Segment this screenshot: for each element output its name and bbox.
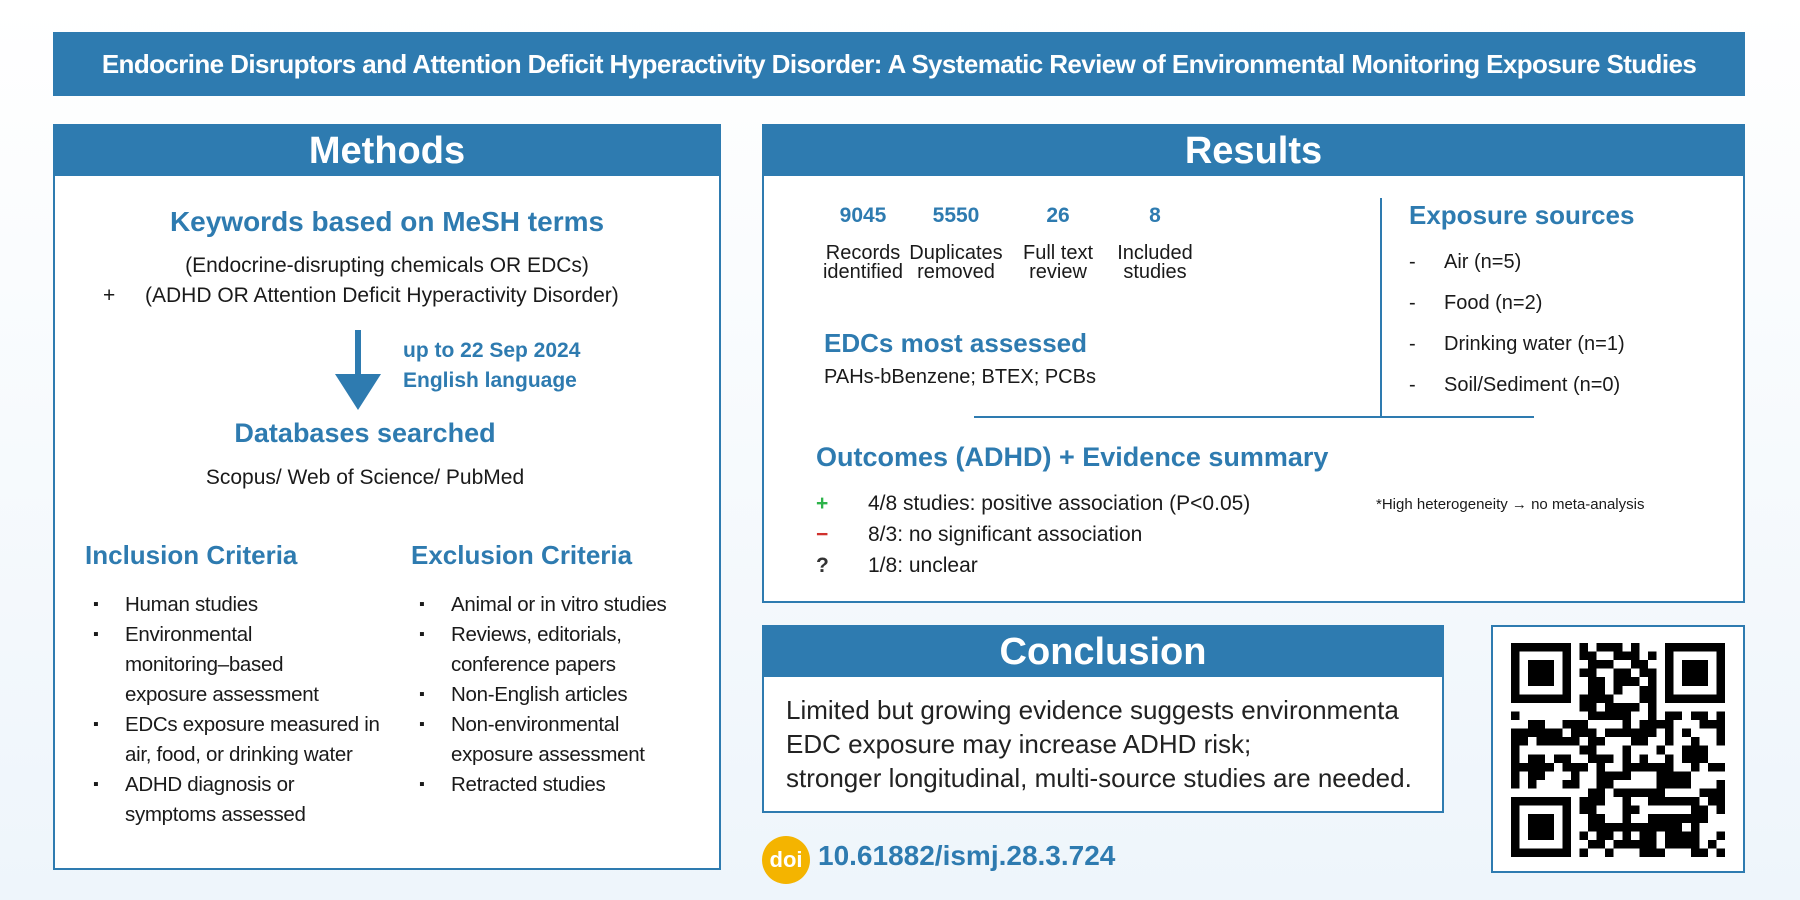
stat-label-line: Records — [825, 242, 901, 264]
exposure-item — [1409, 324, 1625, 365]
databases-title: Databases searched — [234, 418, 496, 448]
stat-records-value: 9045 — [839, 204, 887, 227]
exclusion-item-cont: conference papers — [451, 653, 616, 676]
stat-label-line: review — [1029, 261, 1087, 283]
plus-icon: + — [816, 492, 829, 515]
minus-icon: − — [816, 523, 829, 546]
search-date: up to 22 Sep 2024 — [403, 339, 581, 362]
exclusion-item-cont: exposure assessment — [451, 743, 645, 766]
heterogeneity-note: *High heterogeneity → no meta-analysis — [1376, 496, 1645, 513]
exposure-item — [1409, 283, 1625, 324]
outcome-row-unclear — [816, 554, 978, 578]
conclusion-line: Limited but growing evidence suggests environmenta — [786, 695, 1399, 725]
poster-title: Endocrine Disruptors and Attention Deficit Hyperactivity Disorder: A Systematic Review of Environmental Monitoring Exposure Studies — [53, 32, 1745, 96]
stat-included-label — [1105, 244, 1205, 282]
stat-fulltext-value: 26 — [1046, 204, 1070, 227]
exposure-item — [1409, 242, 1625, 283]
outcome-text: 4/8 studies: positive association (P<0.05) — [868, 492, 1251, 515]
results-heading: Results — [764, 126, 1743, 176]
edc-title: EDCs most assessed — [824, 328, 1088, 358]
stat-label-line: Duplicates — [909, 242, 1003, 264]
exposure-item-text: Drinking water (n=1) — [1444, 333, 1625, 355]
inclusion-item-cont: air, food, or drinking water — [125, 743, 353, 766]
outcome-row-null — [816, 523, 1142, 547]
outcome-row-positive — [816, 492, 1250, 516]
methods-heading: Methods — [55, 126, 719, 176]
inclusion-item: ▪ ADHD diagnosis or — [85, 770, 380, 800]
doi-link[interactable]: 10.61882/ismj.28.3.724 — [818, 840, 1116, 871]
stat-duplicates-label — [901, 244, 1011, 282]
inclusion-item: ▪ Human studies — [85, 590, 380, 620]
search-language: English language — [403, 369, 577, 392]
stat-included-value: 8 — [1149, 204, 1161, 227]
stat-fulltext-label — [1008, 244, 1108, 282]
doi-icon: doi — [762, 836, 810, 884]
inclusion-title: Inclusion Criteria — [85, 540, 298, 570]
exposure-title: Exposure sources — [1409, 200, 1635, 230]
dash: - — [1409, 292, 1416, 314]
results-panel — [762, 124, 1745, 603]
stat-label-line: Full text — [1022, 242, 1094, 264]
inclusion-item: ▪ Environmental — [85, 620, 380, 650]
inclusion-list — [85, 590, 380, 830]
exclusion-item: ▪ Reviews, editorials, — [411, 620, 667, 650]
qr-code[interactable] — [1491, 625, 1745, 873]
conclusion-heading: Conclusion — [764, 627, 1442, 677]
exclusion-list — [411, 590, 667, 800]
conclusion-text — [786, 693, 1412, 795]
inclusion-item: ▪ EDCs exposure measured in — [85, 710, 380, 740]
conclusion-panel — [762, 625, 1444, 813]
stat-label-line: identified — [822, 261, 904, 283]
dash: - — [1409, 251, 1416, 273]
down-arrow-icon — [335, 330, 381, 410]
vertical-divider — [1380, 198, 1382, 416]
keywords-title: Keywords based on MeSH terms — [169, 206, 605, 237]
conclusion-line: EDC exposure may increase ADHD risk; — [786, 729, 1252, 759]
keywords-plus: + — [103, 284, 116, 307]
dash: - — [1409, 333, 1416, 355]
keywords-line-2: (ADHD OR Attention Deficit Hyperactivity Disorder) — [145, 284, 619, 307]
exposure-list — [1409, 242, 1625, 406]
outcome-text: 1/8: unclear — [868, 554, 978, 577]
exposure-item-text: Air (n=5) — [1444, 251, 1522, 273]
methods-panel — [53, 124, 721, 870]
outcome-text: 8/3: no significant association — [868, 523, 1143, 546]
inclusion-item-cont: exposure assessment — [125, 683, 319, 706]
horizontal-divider — [974, 416, 1534, 418]
search-limits — [403, 336, 580, 396]
dash: - — [1409, 374, 1416, 396]
exposure-item-text: Food (n=2) — [1444, 292, 1543, 314]
inclusion-item-cont: monitoring–based — [125, 653, 284, 676]
exposure-item — [1409, 365, 1625, 406]
stat-label-line: studies — [1123, 261, 1187, 283]
stat-label-line: Included — [1117, 242, 1193, 264]
exclusion-item: ▪ Animal or in vitro studies — [411, 590, 667, 620]
inclusion-item-cont: symptoms assessed — [125, 803, 306, 826]
stat-label-line: removed — [917, 261, 995, 283]
outcomes-title: Outcomes (ADHD) + Evidence summary — [816, 442, 1329, 472]
exclusion-item: ▪ Non-environmental — [411, 710, 667, 740]
conclusion-line: stronger longitudinal, multi-source studies are needed. — [786, 763, 1412, 793]
qr-code-icon — [1511, 643, 1725, 857]
keywords-line-1: (Endocrine-disrupting chemicals OR EDCs) — [185, 254, 589, 277]
question-icon: ? — [816, 554, 829, 577]
exclusion-item: ▪ Non-English articles — [411, 680, 667, 710]
edc-text: PAHs-bBenzene; BTEX; PCBs — [824, 366, 1096, 388]
exclusion-item: ▪ Retracted studies — [411, 770, 667, 800]
databases-text: Scopus/ Web of Science/ PubMed — [205, 466, 525, 489]
exclusion-title: Exclusion Criteria — [411, 540, 633, 570]
exposure-item-text: Soil/Sediment (n=0) — [1444, 374, 1621, 396]
stat-duplicates-value: 5550 — [932, 204, 980, 227]
